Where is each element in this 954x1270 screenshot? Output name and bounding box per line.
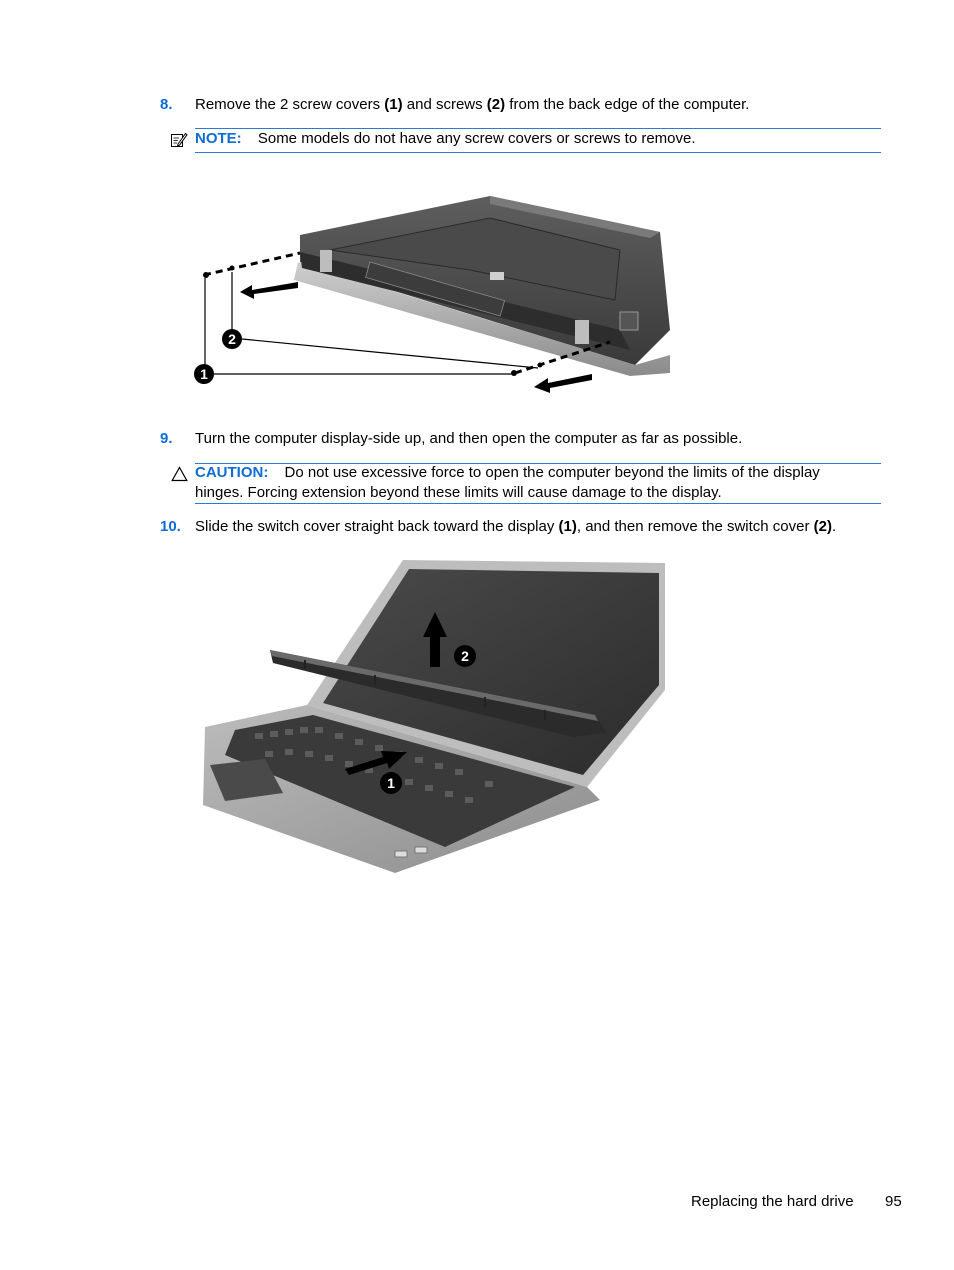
note-text: Some models do not have any screw covers or screws to remove.	[257, 130, 696, 147]
step-10-number: 10.	[160, 518, 181, 535]
caution-triangle-icon	[171, 466, 188, 482]
figure2-callout-1: 1	[387, 775, 395, 791]
caution-text-line1: Do not use excessive force to open the computer beyond the limits of the display	[284, 464, 820, 481]
caution-label: CAUTION:	[195, 464, 269, 481]
step-8-number: 8.	[160, 96, 173, 113]
caution-text-line2: hinges. Forcing extension beyond these limits will cause damage to the display.	[195, 484, 722, 501]
figure-switch-cover-removal	[195, 555, 675, 875]
caution-bottom-rule	[195, 503, 881, 504]
note-callout	[195, 129, 696, 149]
footer-page-number: 95	[885, 1193, 902, 1210]
figure2-callout-2: 2	[461, 648, 469, 664]
footer-section-title: Replacing the hard drive	[691, 1193, 854, 1210]
caution-callout	[195, 463, 885, 503]
figure-screw-removal	[190, 190, 680, 400]
note-bottom-rule	[195, 152, 881, 153]
step-9-number: 9.	[160, 430, 173, 447]
figure1-callout-2: 2	[228, 331, 236, 347]
figure1-callout-1: 1	[200, 366, 208, 382]
note-label: NOTE:	[195, 130, 242, 147]
step-8-text: Remove the 2 screw covers (1) and screws (2) from the back edge of the computer.	[195, 96, 750, 113]
step-9-text: Turn the computer display-side up, and then open the computer as far as possible.	[195, 430, 743, 447]
note-pencil-icon	[170, 131, 188, 149]
step-10-text: Slide the switch cover straight back toward the display (1), and then remove the switch cover (2).	[195, 518, 837, 535]
